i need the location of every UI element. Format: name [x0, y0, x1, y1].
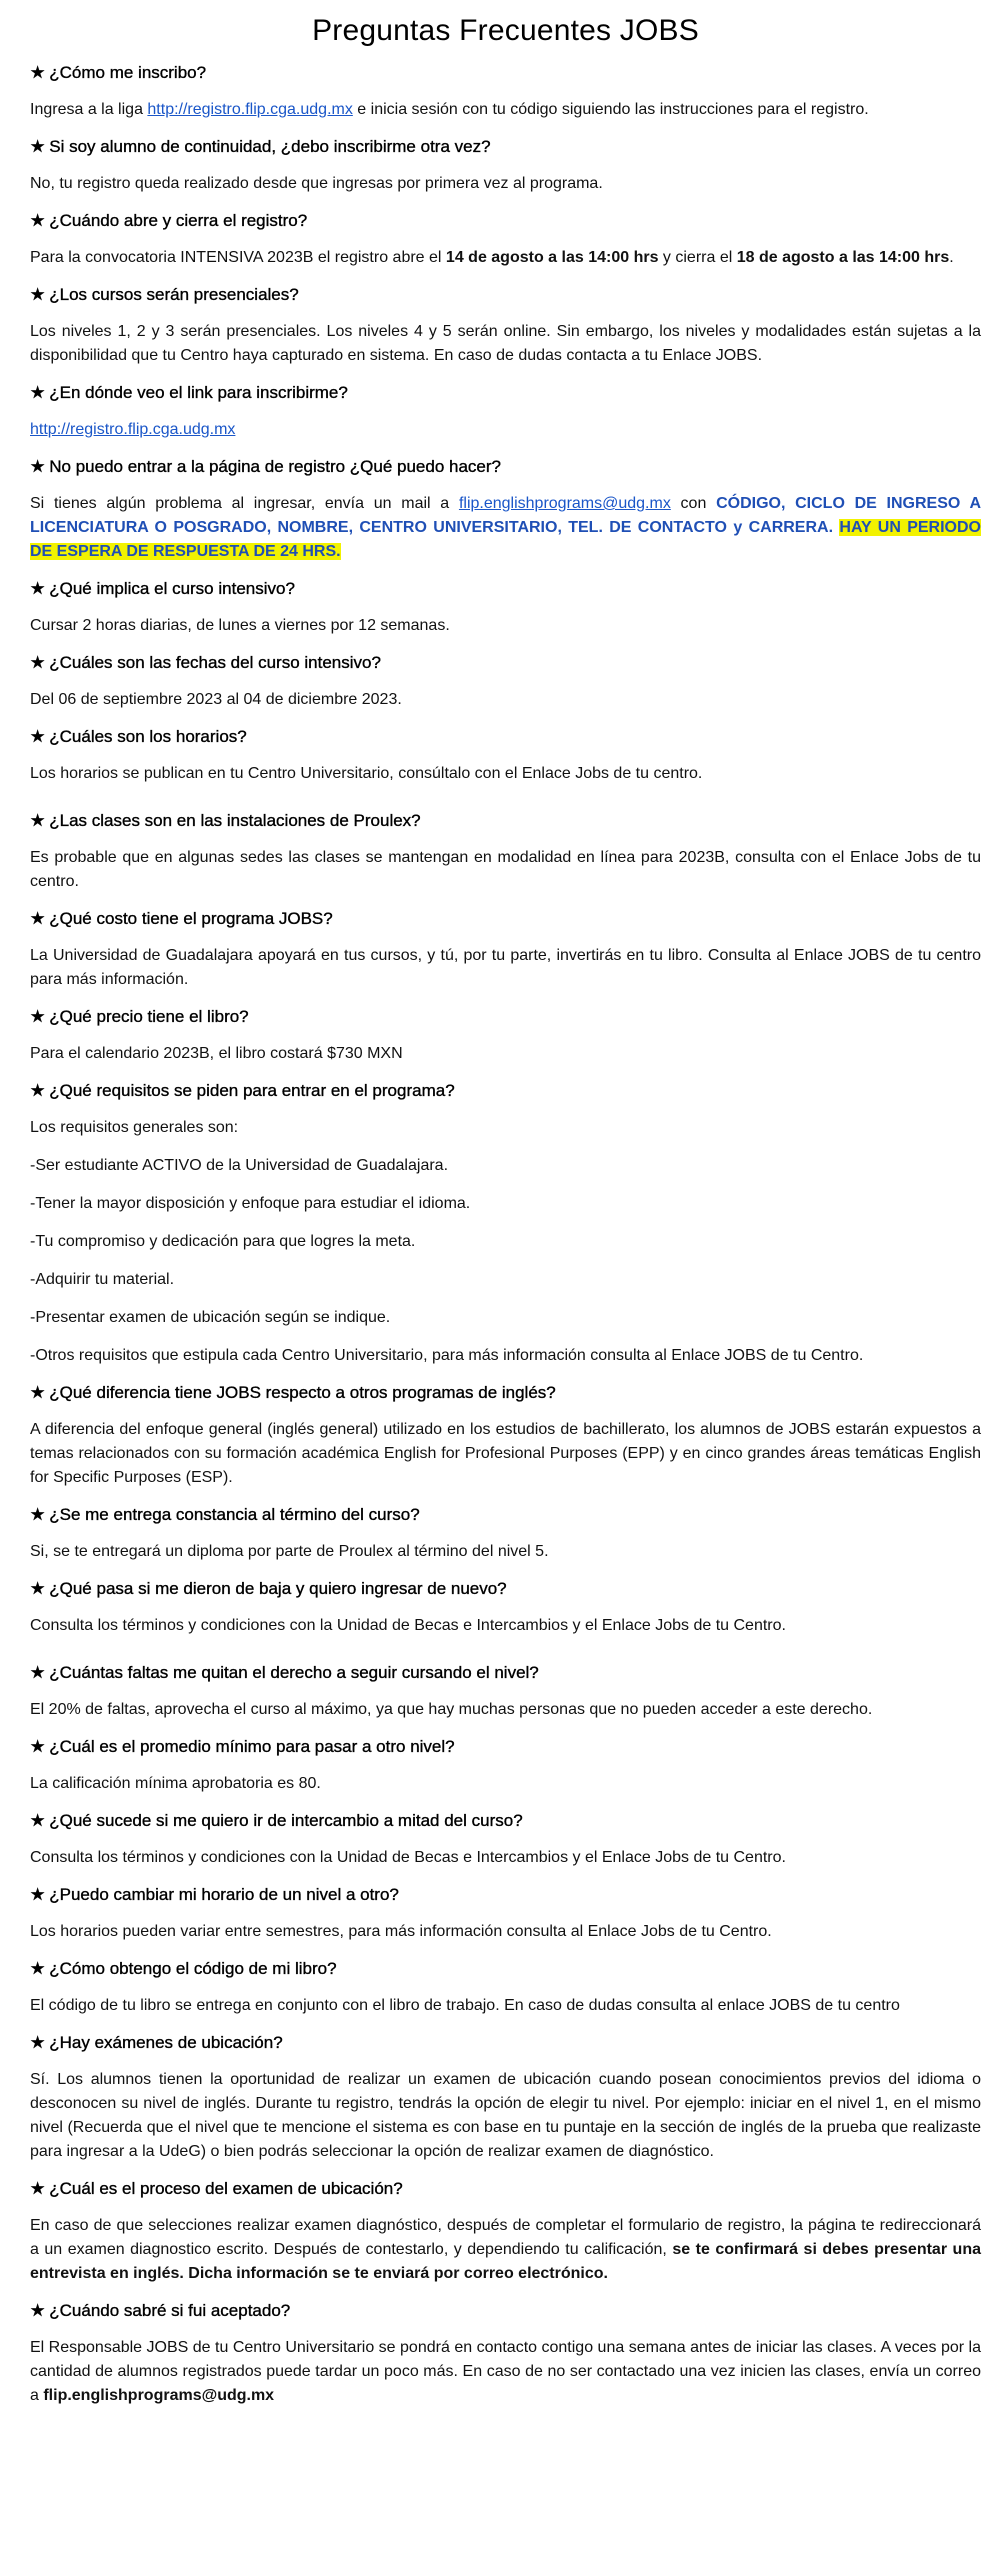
faq-question: ★ ¿Se me entrega constancia al término del curso?	[30, 1505, 420, 1524]
faq-answer: Para la convocatoria INTENSIVA 2023B el registro abre el 14 de agosto a las 14:00 hrs y cierra el 18 de agosto a las 14:00 hrs.	[30, 249, 954, 266]
faq-answer: No, tu registro queda realizado desde que ingresas por primera vez al programa.	[30, 175, 603, 192]
faq-answer: El código de tu libro se entrega en conjunto con el libro de trabajo. En caso de dudas consulta al enlace JOBS de tu centro	[30, 1997, 900, 2014]
faq-question: ★ No puedo entrar a la página de registro ¿Qué puedo hacer?	[30, 457, 501, 476]
faq-question: ★ ¿Qué sucede si me quiero ir de intercambio a mitad del curso?	[30, 1811, 523, 1830]
star-icon: ★	[30, 1737, 46, 1756]
star-icon: ★	[30, 909, 46, 928]
star-icon: ★	[30, 2033, 46, 2052]
faq-answer: Para el calendario 2023B, el libro costará $730 MXN	[30, 1045, 403, 1062]
faq-answer: En caso de que selecciones realizar examen diagnóstico, después de completar el formulario de registro, la página te redireccionará a un examen diagnostico escrito. Después de contestarlo, y dependiendo tu calificación, se te confirmará si debes presentar una entrevista en inglés. Dicha información se te enviará por correo electrónico.	[30, 2217, 982, 2282]
star-icon: ★	[30, 1579, 46, 1598]
star-icon: ★	[30, 211, 46, 230]
highlight-notice: HAY UN PERIODO DE ESPERA DE RESPUESTA DE 24 HRS.	[30, 519, 982, 560]
star-icon: ★	[30, 137, 46, 156]
faq-answer-list	[30, 1116, 981, 1368]
faq-question: ★ ¿Qué costo tiene el programa JOBS?	[30, 909, 333, 928]
star-icon: ★	[30, 1383, 46, 1402]
star-icon: ★	[30, 383, 46, 402]
star-icon: ★	[30, 1007, 46, 1026]
star-icon: ★	[30, 2179, 46, 2198]
registro-link[interactable]: http://registro.flip.cga.udg.mx	[30, 421, 236, 438]
faq-question: ★ ¿Cómo obtengo el código de mi libro?	[30, 1959, 337, 1978]
faq-answer: A diferencia del enfoque general (inglés general) utilizado en los estudios de bachillerato, los alumnos de JOBS estarán expuestos a temas relacionados con su formación académica English for Profesional Purposes (EPP) y en cinco grandes áreas temáticas English for Specific Purposes (ESP).	[30, 1421, 981, 1486]
faq-question: ★ ¿Qué requisitos se piden para entrar en el programa?	[30, 1081, 455, 1100]
faq-answer: Los horarios se publican en tu Centro Universitario, consúltalo con el Enlace Jobs de tu centro.	[30, 765, 703, 782]
list-item: -Presentar examen de ubicación según se indique.	[30, 1309, 391, 1326]
faq-answer: Consulta los términos y condiciones con la Unidad de Becas e Intercambios y el Enlace Jobs de tu Centro.	[30, 1849, 786, 1866]
faq-answer: Los horarios pueden variar entre semestres, para más información consulta al Enlace Jobs de tu Centro.	[30, 1923, 772, 1940]
faq-question: ★ ¿Cuántas faltas me quitan el derecho a seguir cursando el nivel?	[30, 1663, 539, 1682]
faq-answer: Del 06 de septiembre 2023 al 04 de diciembre 2023.	[30, 691, 402, 708]
faq-answer: Ingresa a la liga http://registro.flip.cga.udg.mx e inicia sesión con tu código siguiendo las instrucciones para el registro.	[30, 101, 869, 118]
list-item: -Adquirir tu material.	[30, 1271, 175, 1288]
star-icon: ★	[30, 1811, 46, 1830]
faq-answer: El Responsable JOBS de tu Centro Universitario se pondrá en contacto contigo una semana antes de iniciar las clases. A veces por la cantidad de alumnos registrados puede tardar un poco más. En caso de no ser contactado una vez inicien las clases, envía un correo a flip.englishprograms@udg.mx	[30, 2339, 981, 2404]
faq-question: ★ ¿Cuáles son las fechas del curso intensivo?	[30, 653, 381, 672]
list-item: Los requisitos generales son:	[30, 1119, 239, 1136]
page-title: Preguntas Frecuentes JOBS	[312, 14, 699, 47]
faq-question: ★ ¿Los cursos serán presenciales?	[30, 285, 299, 304]
star-icon: ★	[30, 727, 46, 746]
faq-question: ★ ¿Cuál es el promedio mínimo para pasar a otro nivel?	[30, 1737, 455, 1756]
faq-question: ★ ¿En dónde veo el link para inscribirme?	[30, 383, 348, 402]
faq-question: ★ ¿Qué precio tiene el libro?	[30, 1007, 249, 1026]
faq-answer: El 20% de faltas, aprovecha el curso al máximo, ya que hay muchas personas que no pueden acceder a este derecho.	[30, 1701, 873, 1718]
star-icon: ★	[30, 1505, 46, 1524]
star-icon: ★	[30, 579, 46, 598]
faq-answer: Cursar 2 horas diarias, de lunes a viernes por 12 semanas.	[30, 617, 450, 634]
email-contact: flip.englishprograms@udg.mx	[43, 2387, 275, 2404]
faq-answer: La calificación mínima aprobatoria es 80.	[30, 1775, 321, 1792]
star-icon: ★	[30, 1081, 46, 1100]
star-icon: ★	[30, 2301, 46, 2320]
faq-question: ★ ¿Qué pasa si me dieron de baja y quiero ingresar de nuevo?	[30, 1579, 507, 1598]
faq-question: ★ ¿Cuándo abre y cierra el registro?	[30, 211, 308, 230]
faq-answer: Consulta los términos y condiciones con la Unidad de Becas e Intercambios y el Enlace Jobs de tu Centro.	[30, 1617, 786, 1634]
faq-answer: Es probable que en algunas sedes las clases se mantengan en modalidad en línea para 2023B, consulta con el Enlace Jobs de tu centro.	[30, 849, 981, 890]
email-link[interactable]: flip.englishprograms@udg.mx	[458, 495, 671, 512]
faq-answer: La Universidad de Guadalajara apoyará en tus cursos, y tú, por tu parte, invertirás en tu libro. Consulta al Enlace JOBS de tu centro para más información.	[30, 947, 981, 988]
faq-answer: Sí. Los alumnos tienen la oportunidad de realizar un examen de ubicación cuando posean conocimientos previos del idioma o desconocen su nivel de inglés. Durante tu registro, tendrás la opción de elegir tu nivel. Por ejemplo: iniciar en el nivel 1, en el mismo nivel (Recuerda que el nivel que te mencione el sistema es con base en tu puntaje en la sección de inglés de la prueba que realizaste para ingresar a la UdeG) o bien podrás seleccionar la opción de realizar examen de diagnóstico.	[30, 2071, 981, 2160]
star-icon: ★	[30, 811, 46, 830]
faq-question: ★ ¿Qué implica el curso intensivo?	[30, 579, 295, 598]
star-icon: ★	[30, 457, 46, 476]
list-item: -Tener la mayor disposición y enfoque para estudiar el idioma.	[30, 1195, 471, 1212]
faq-question: ★ ¿Hay exámenes de ubicación?	[30, 2033, 283, 2052]
faq-question: ★ ¿Puedo cambiar mi horario de un nivel a otro?	[30, 1885, 399, 1904]
faq-answer: Si tienes algún problema al ingresar, envía un mail a flip.englishprograms@udg.mx con CÓDIGO, CICLO DE INGRESO A LICENCIATURA O POSGRADO, NOMBRE, CENTRO UNIVERSITARIO, TEL. DE CONTACTO y CARRERA. HAY UN PERIODO DE ESPERA DE RESPUESTA DE 24 HRS.	[30, 495, 982, 560]
star-icon: ★	[30, 653, 46, 672]
star-icon: ★	[30, 1663, 46, 1682]
faq-question: ★ ¿Cuándo sabré si fui aceptado?	[30, 2301, 291, 2320]
faq-question: ★ ¿Cuáles son los horarios?	[30, 727, 247, 746]
faq-question: ★ ¿Las clases son en las instalaciones de Proulex?	[30, 811, 421, 830]
faq-question: ★ Si soy alumno de continuidad, ¿debo inscribirme otra vez?	[30, 137, 491, 156]
star-icon: ★	[30, 63, 46, 82]
faq-answer	[30, 418, 981, 442]
star-icon: ★	[30, 285, 46, 304]
registro-link[interactable]: http://registro.flip.cga.udg.mx	[147, 101, 353, 118]
list-item: -Ser estudiante ACTIVO de la Universidad de Guadalajara.	[30, 1157, 449, 1174]
list-item: -Tu compromiso y dedicación para que logres la meta.	[30, 1233, 416, 1250]
faq-answer: Si, se te entregará un diploma por parte de Proulex al término del nivel 5.	[30, 1543, 549, 1560]
faq-answer: Los niveles 1, 2 y 3 serán presenciales. Los niveles 4 y 5 serán online. Sin embargo, los niveles y modalidades están sujetas a la disponibilidad que tu Centro haya capturado en sistema. En caso de dudas contacta a tu Enlace JOBS.	[30, 323, 981, 364]
faq-question: ★ ¿Qué diferencia tiene JOBS respecto a otros programas de inglés?	[30, 1383, 556, 1402]
list-item: -Otros requisitos que estipula cada Centro Universitario, para más información consulta al Enlace JOBS de tu Centro.	[30, 1347, 864, 1364]
faq-question: ★ ¿Cómo me inscribo?	[30, 63, 207, 82]
star-icon: ★	[30, 1885, 46, 1904]
faq-question: ★ ¿Cuál es el proceso del examen de ubicación?	[30, 2179, 403, 2198]
star-icon: ★	[30, 1959, 46, 1978]
